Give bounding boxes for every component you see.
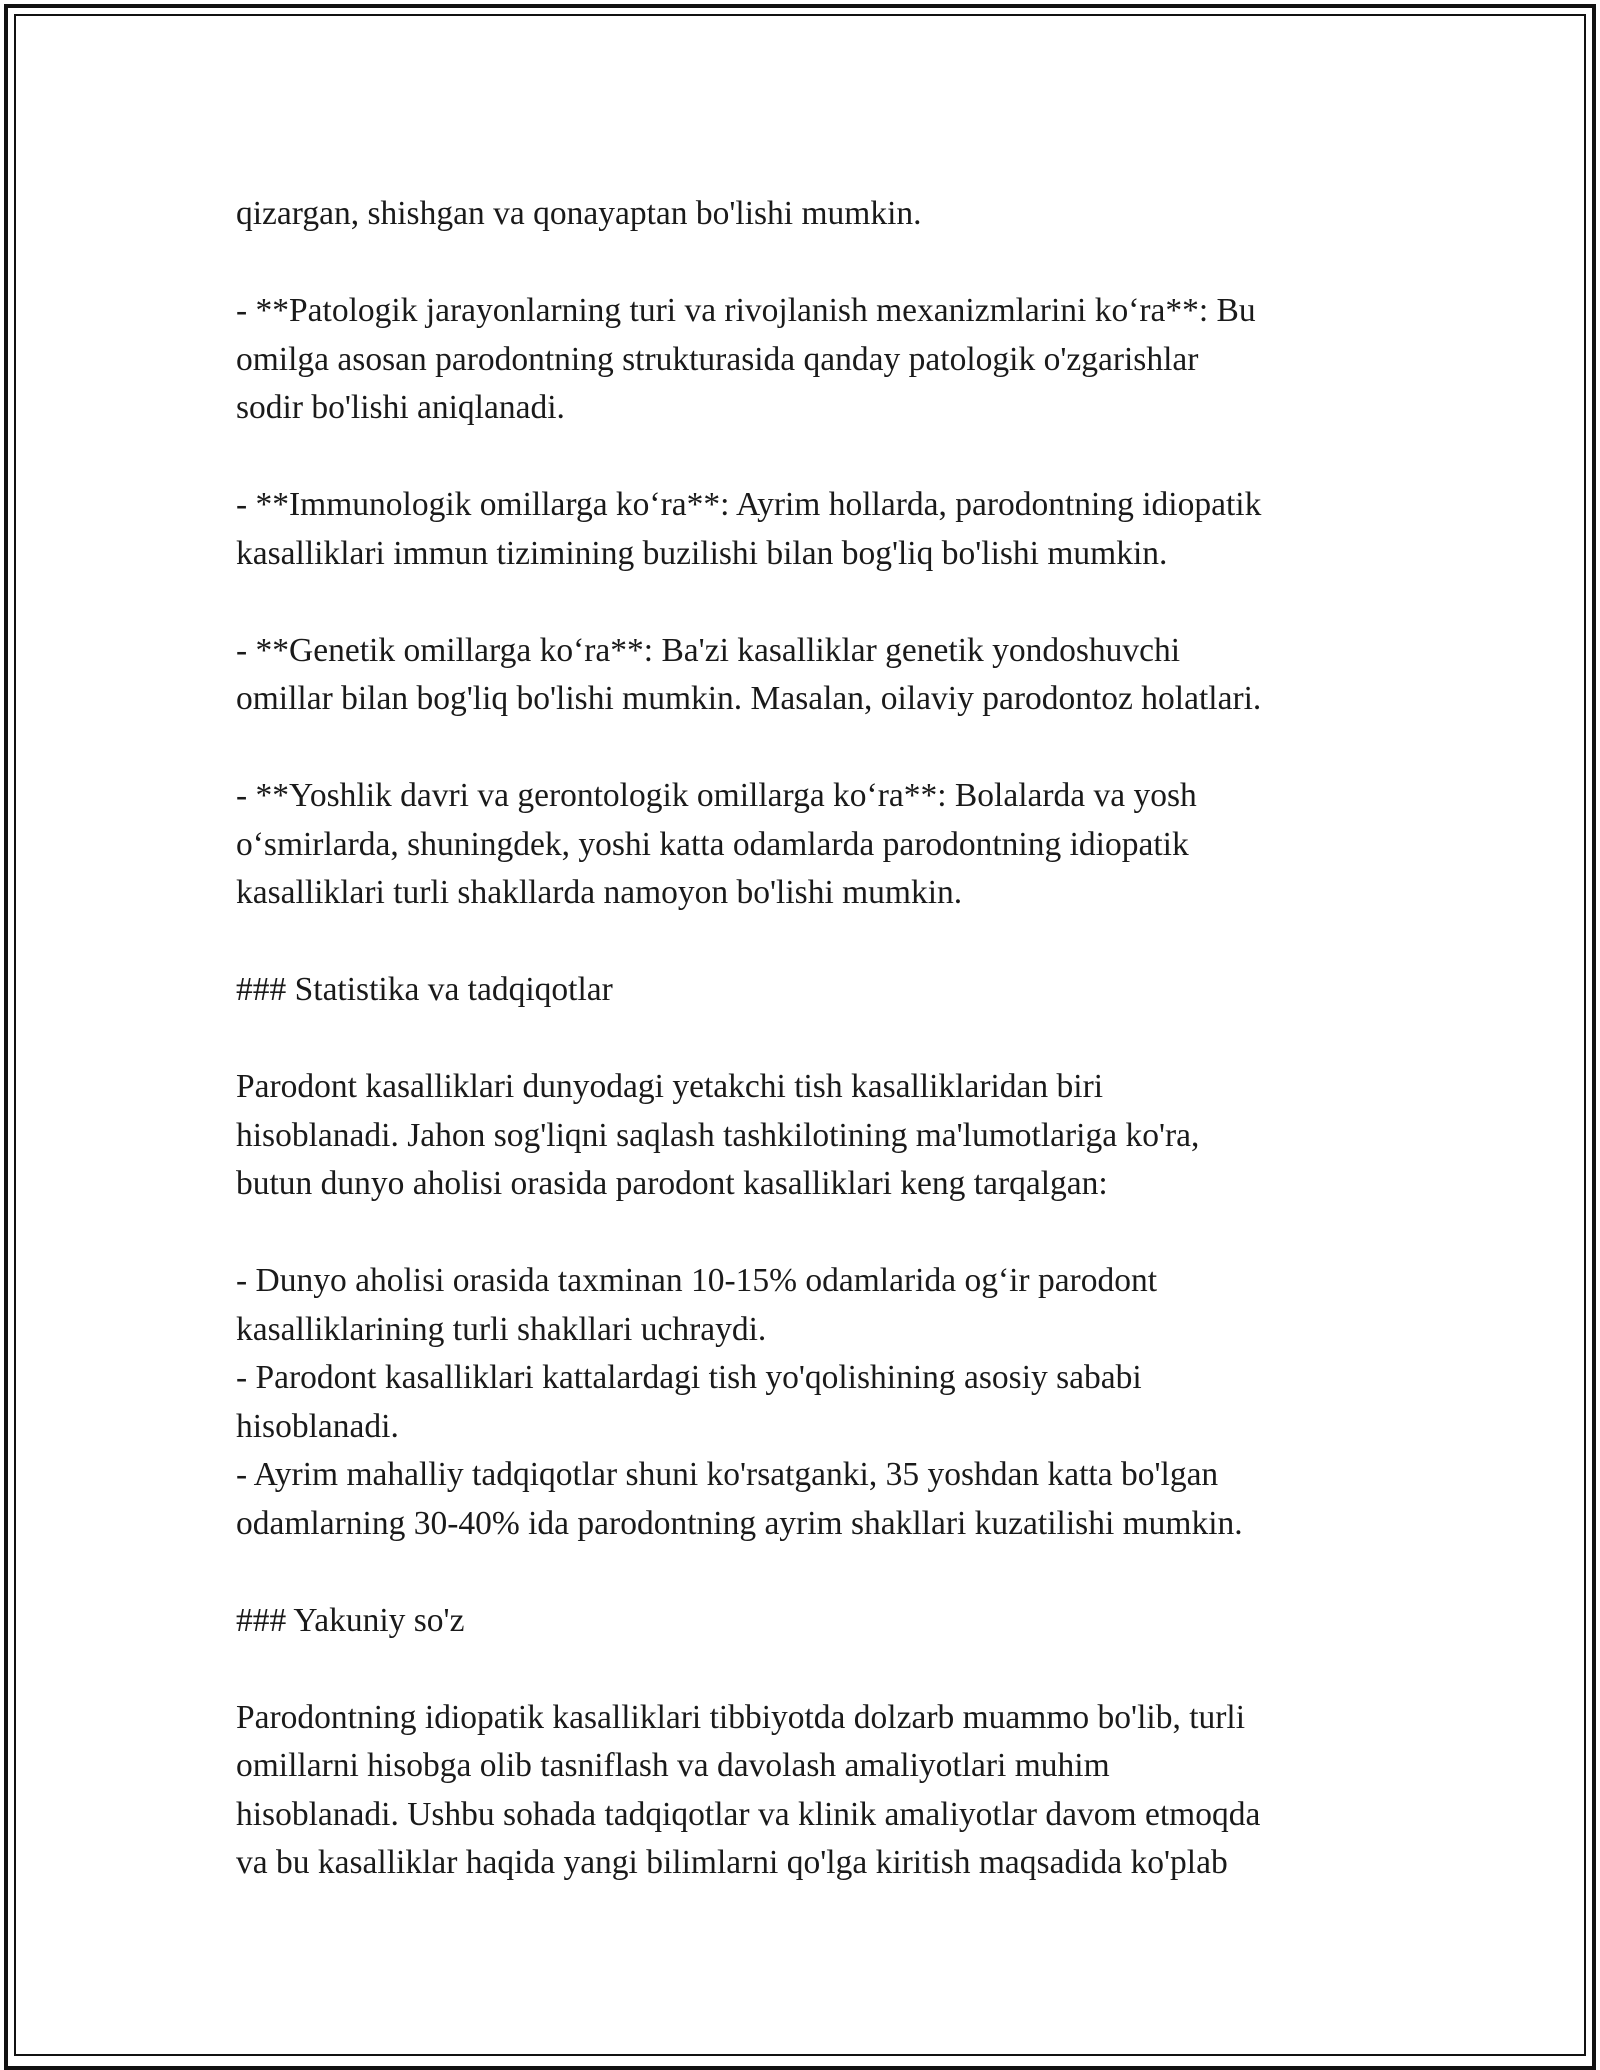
paragraph (236, 190, 1396, 239)
list-paragraph (236, 481, 1396, 578)
text-line: odamlarning 30-40% ida parodontning ayrim shakllari kuzatilishi mumkin. (236, 1504, 1243, 1542)
text-line: - Ayrim mahalliy tadqiqotlar shuni ko'rsatganki, 35 yoshdan katta bo'lgan (236, 1456, 1219, 1493)
paragraph (236, 1063, 1396, 1209)
text-line: o‘smirlarda, shuningdek, yoshi katta odamlarda parodontning idiopatik (236, 825, 1189, 863)
text-line: va bu kasalliklar haqida yangi bilimlarni qo'lga kiritish maqsadida ko'plab (236, 1844, 1228, 1881)
paragraph (236, 1694, 1396, 1888)
list-paragraph (236, 627, 1396, 724)
text-line: kasalliklari immun tizimining buzilishi bilan bog'liq bo'lishi mumkin. (236, 534, 1168, 572)
text-line: omilga asosan parodontning strukturasida qanday patologik o'zgarishlar (236, 340, 1199, 378)
text-line: butun dunyo aholisi orasida parodont kasalliklari keng tarqalgan: (236, 1165, 1108, 1202)
text-line: sodir bo'lishi aniqlanadi. (236, 389, 565, 426)
list-paragraph (236, 287, 1396, 433)
text-line: - Dunyo aholisi orasida taxminan 10-15% odamlarida og‘ir parodont (236, 1262, 1158, 1299)
text-line: kasalliklari turli shakllarda namoyon bo'lishi mumkin. (236, 874, 963, 911)
text-line: ### Yakuniy so'z (236, 1601, 465, 1639)
text-line: Parodont kasalliklari dunyodagi yetakchi tish kasalliklaridan biri (236, 1068, 1104, 1105)
text-line: Parodontning idiopatik kasalliklari tibbiyotda dolzarb muammo bo'lib, turli (236, 1698, 1246, 1736)
section-heading (236, 1597, 1396, 1646)
text-line: omillar bilan bog'liq bo'lishi mumkin. Masalan, oilaviy parodontoz holatlari. (236, 680, 1262, 717)
document-body (236, 190, 1396, 1936)
text-line: qizargan, shishgan va qonayaptan bo'lishi mumkin. (236, 195, 922, 232)
text-line: - Parodont kasalliklari kattalardagi tish yo'qolishining asosiy sababi (236, 1359, 1142, 1396)
text-line: hisoblanadi. Ushbu sohada tadqiqotlar va klinik amaliyotlar davom etmoqda (236, 1795, 1261, 1833)
text-line: - **Yoshlik davri va gerontologik omillarga ko‘ra**: Bolalarda va yosh (236, 777, 1197, 814)
section-heading (236, 966, 1396, 1015)
text-line: - **Immunologik omillarga ko‘ra**: Ayrim hollarda, parodontning idiopatik (236, 486, 1262, 523)
text-line: omillarni hisobga olib tasniflash va davolash amaliyotlari muhim (236, 1747, 1110, 1784)
text-line: - **Patologik jarayonlarning turi va rivojlanish mexanizmlarini ko‘ra**: Bu (236, 292, 1256, 329)
list-paragraph (236, 772, 1396, 918)
text-line: kasalliklarining turli shakllari uchraydi. (236, 1310, 767, 1348)
text-line: ### Statistika va tadqiqotlar (236, 971, 613, 1008)
text-line: - **Genetik omillarga ko‘ra**: Ba'zi kasalliklar genetik yondoshuvchi (236, 631, 1181, 669)
text-line: hisoblanadi. (236, 1407, 399, 1445)
text-line: hisoblanadi. Jahon sog'liqni saqlash tashkilotining ma'lumotlariga ko'ra, (236, 1116, 1200, 1154)
list-paragraph (236, 1257, 1396, 1548)
